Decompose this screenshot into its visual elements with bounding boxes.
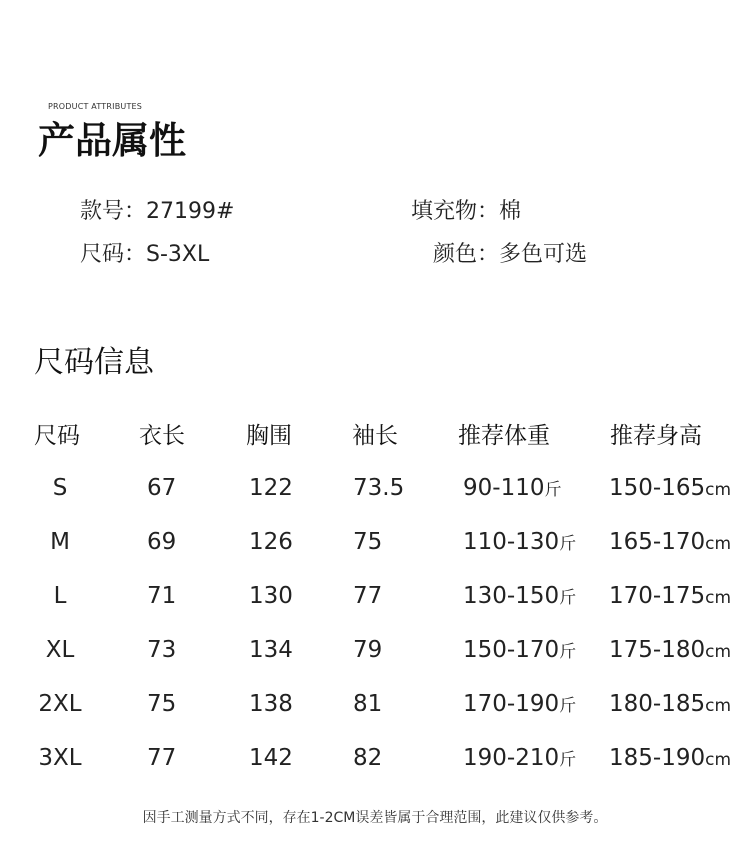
attribute-key: 款号： bbox=[80, 199, 147, 224]
attribute-key: 填充物： bbox=[411, 199, 500, 224]
cell-size: 3XL bbox=[38, 745, 82, 771]
attribute-color bbox=[433, 241, 587, 269]
cell-height bbox=[609, 682, 731, 736]
height-value: 170-175 bbox=[609, 583, 706, 609]
height-unit: cm bbox=[705, 642, 732, 662]
weight-value: 130-150 bbox=[463, 583, 560, 609]
cell-weight bbox=[463, 736, 576, 790]
table-row bbox=[0, 736, 750, 790]
height-value: 185-190 bbox=[609, 745, 706, 771]
attribute-value: 27199# bbox=[146, 199, 235, 224]
cell-weight bbox=[463, 682, 576, 736]
table-row bbox=[0, 682, 750, 736]
cell-size: S bbox=[52, 475, 68, 501]
attribute-key: 尺码： bbox=[80, 242, 147, 267]
weight-unit: 斤 bbox=[559, 588, 577, 608]
cell-weight bbox=[463, 574, 576, 628]
cell-size: XL bbox=[45, 637, 75, 663]
weight-value: 90-110 bbox=[463, 475, 545, 501]
cell-height bbox=[609, 736, 731, 790]
cell-length: 73 bbox=[147, 637, 177, 663]
header-chest: 胸围 bbox=[246, 423, 292, 449]
cell-length: 77 bbox=[147, 745, 177, 771]
cell-chest: 122 bbox=[249, 475, 293, 501]
table-row bbox=[0, 628, 750, 682]
cell-weight bbox=[463, 628, 576, 682]
header-size: 尺码 bbox=[34, 423, 80, 449]
height-value: 150-165 bbox=[609, 475, 706, 501]
height-unit: cm bbox=[705, 750, 732, 770]
cell-height bbox=[609, 466, 731, 520]
size-info-title: 尺码信息 bbox=[34, 345, 154, 380]
cell-height bbox=[609, 520, 731, 574]
cell-weight bbox=[463, 466, 561, 520]
product-attributes-eyebrow: PRODUCT ATTRIBUTES bbox=[48, 102, 143, 111]
cell-chest: 126 bbox=[249, 529, 293, 555]
cell-weight bbox=[463, 520, 576, 574]
cell-sleeve: 82 bbox=[353, 745, 383, 771]
weight-unit: 斤 bbox=[559, 642, 577, 662]
cell-size: 2XL bbox=[38, 691, 82, 717]
size-table-header bbox=[0, 412, 750, 466]
attribute-value: 棉 bbox=[499, 199, 522, 224]
cell-sleeve: 77 bbox=[353, 583, 383, 609]
weight-unit: 斤 bbox=[544, 480, 562, 500]
table-row bbox=[0, 466, 750, 520]
weight-value: 170-190 bbox=[463, 691, 560, 717]
cell-sleeve: 79 bbox=[353, 637, 383, 663]
height-value: 175-180 bbox=[609, 637, 706, 663]
cell-chest: 138 bbox=[249, 691, 293, 717]
header-sleeve: 袖长 bbox=[352, 423, 398, 449]
header-height: 推荐身高 bbox=[610, 423, 702, 449]
weight-value: 190-210 bbox=[463, 745, 560, 771]
weight-value: 110-130 bbox=[463, 529, 560, 555]
cell-sleeve: 81 bbox=[353, 691, 383, 717]
cell-length: 69 bbox=[147, 529, 177, 555]
height-unit: cm bbox=[705, 696, 732, 716]
height-value: 180-185 bbox=[609, 691, 706, 717]
cell-chest: 130 bbox=[249, 583, 293, 609]
product-attributes-title: 产品属性 bbox=[38, 119, 186, 162]
table-row bbox=[0, 574, 750, 628]
attribute-style-number bbox=[80, 198, 234, 226]
cell-chest: 142 bbox=[249, 745, 293, 771]
cell-size: L bbox=[53, 583, 67, 609]
cell-height bbox=[609, 628, 731, 682]
cell-length: 71 bbox=[147, 583, 177, 609]
weight-unit: 斤 bbox=[559, 750, 577, 770]
attribute-value: 多色可选 bbox=[499, 242, 588, 267]
attribute-size-range bbox=[80, 241, 209, 269]
weight-unit: 斤 bbox=[559, 534, 577, 554]
attribute-value: S-3XL bbox=[146, 242, 210, 267]
header-length: 衣长 bbox=[139, 423, 185, 449]
attribute-filling bbox=[411, 198, 521, 226]
weight-value: 150-170 bbox=[463, 637, 560, 663]
cell-size: M bbox=[50, 529, 70, 555]
attribute-key: 颜色： bbox=[433, 242, 500, 267]
header-weight: 推荐体重 bbox=[458, 423, 550, 449]
table-row bbox=[0, 520, 750, 574]
height-unit: cm bbox=[705, 534, 732, 554]
height-unit: cm bbox=[705, 588, 732, 608]
cell-height bbox=[609, 574, 731, 628]
weight-unit: 斤 bbox=[559, 696, 577, 716]
cell-length: 67 bbox=[147, 475, 177, 501]
cell-length: 75 bbox=[147, 691, 177, 717]
size-table bbox=[0, 412, 750, 790]
cell-sleeve: 75 bbox=[353, 529, 383, 555]
height-value: 165-170 bbox=[609, 529, 706, 555]
height-unit: cm bbox=[705, 480, 732, 500]
cell-chest: 134 bbox=[249, 637, 293, 663]
cell-sleeve: 73.5 bbox=[353, 475, 405, 501]
measurement-footnote: 因手工测量方式不同，存在1-2CM误差皆属于合理范围，此建议仅供参考。 bbox=[142, 810, 608, 826]
